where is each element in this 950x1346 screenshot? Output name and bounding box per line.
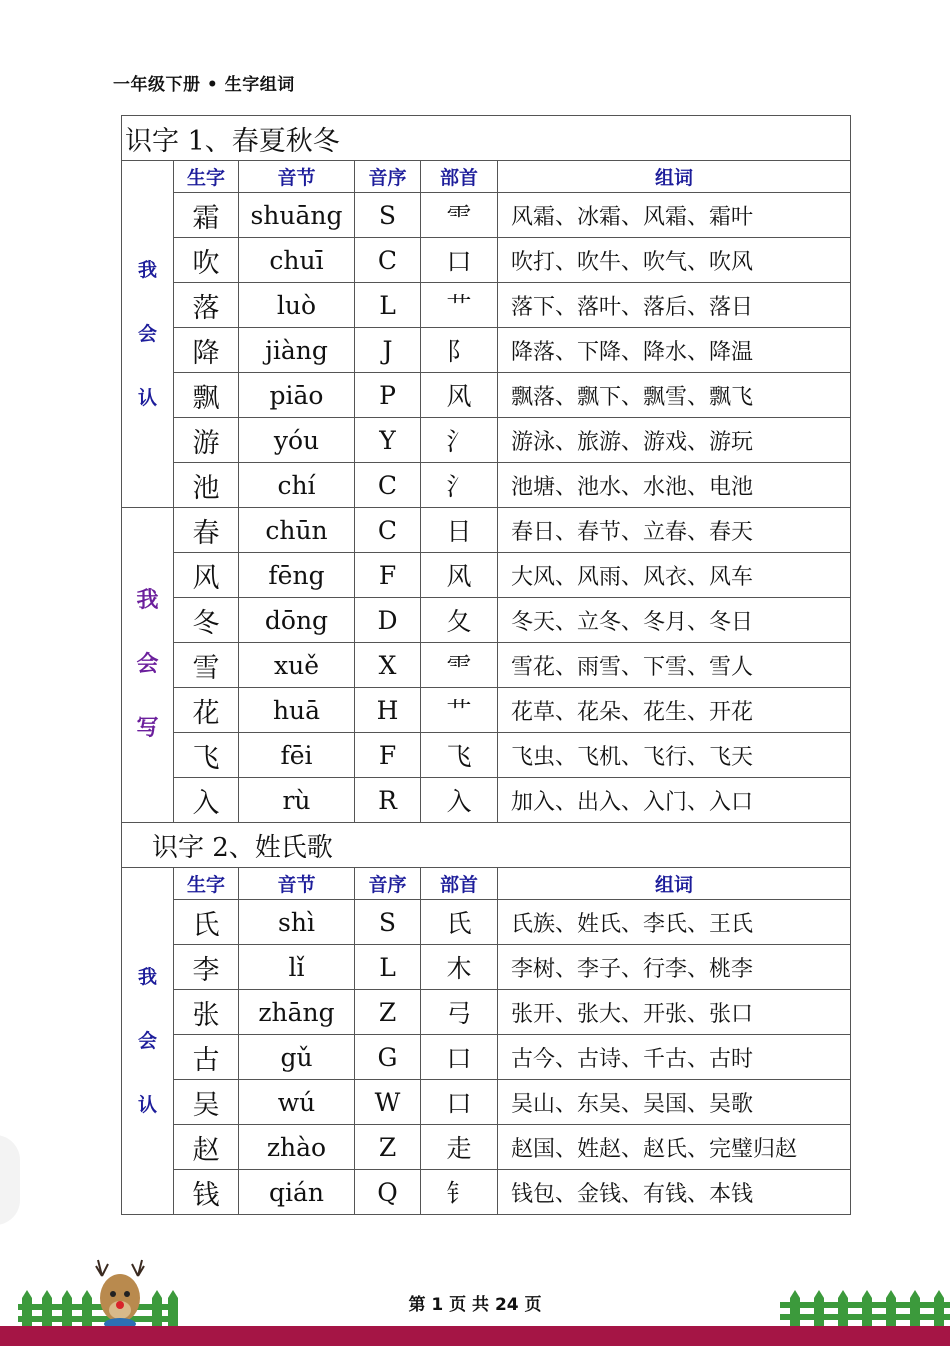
order-letter-cell: C (355, 238, 421, 283)
pinyin-cell: shuāng (239, 193, 355, 238)
radical-cell: ⻗ (421, 193, 498, 238)
pinyin-cell: gǔ (239, 1035, 355, 1080)
pinyin-cell: piāo (239, 373, 355, 418)
words-cell: 赵国、姓赵、赵氏、完璧归赵 (498, 1125, 851, 1170)
order-letter-cell: C (355, 463, 421, 508)
radical-cell: 艹 (421, 688, 498, 733)
radical-cell: ⻗ (421, 643, 498, 688)
words-cell: 冬天、立冬、冬月、冬日 (498, 598, 851, 643)
col-header-words: 组词 (498, 868, 851, 900)
words-cell: 钱包、金钱、有钱、本钱 (498, 1170, 851, 1215)
char-cell: 张 (174, 990, 239, 1035)
footer-band (0, 1326, 950, 1346)
radical-cell: 入 (421, 778, 498, 823)
table-row (122, 643, 851, 688)
section-title-cell (122, 116, 851, 161)
words-cell: 吴山、东吴、吴国、吴歌 (498, 1080, 851, 1125)
column-header-row (122, 161, 851, 193)
char-cell: 吴 (174, 1080, 239, 1125)
page-curl-shadow (0, 1135, 20, 1225)
char-cell: 花 (174, 688, 239, 733)
order-letter-cell: L (355, 945, 421, 990)
table-row (122, 193, 851, 238)
words-cell: 古今、古诗、千古、古时 (498, 1035, 851, 1080)
section-title-row (122, 116, 851, 161)
words-cell: 春日、春节、立春、春天 (498, 508, 851, 553)
radical-cell: 钅 (421, 1170, 498, 1215)
table-row (122, 463, 851, 508)
group-label-char: 写 (136, 716, 159, 741)
section-title: 识字 1、春夏秋冬 (125, 125, 340, 157)
col-header-char: 生字 (174, 161, 239, 193)
col-header-radical: 部首 (421, 161, 498, 193)
order-letter-cell: Z (355, 1125, 421, 1170)
pinyin-cell: lǐ (239, 945, 355, 990)
radical-cell: 走 (421, 1125, 498, 1170)
words-cell: 吹打、吹牛、吹气、吹风 (498, 238, 851, 283)
char-cell: 飞 (174, 733, 239, 778)
pinyin-cell: xuě (239, 643, 355, 688)
table-row (122, 733, 851, 778)
page-number: 第 1 页 共 24 页 (408, 1295, 542, 1315)
order-letter-cell: L (355, 283, 421, 328)
char-cell: 飘 (174, 373, 239, 418)
order-letter-cell: F (355, 733, 421, 778)
char-cell: 钱 (174, 1170, 239, 1215)
col-header-char: 生字 (174, 868, 239, 900)
radical-cell: 氵 (421, 418, 498, 463)
words-cell: 张开、张大、开张、张口 (498, 990, 851, 1035)
order-letter-cell: Z (355, 990, 421, 1035)
table-row (122, 328, 851, 373)
char-cell: 李 (174, 945, 239, 990)
table-row (122, 1080, 851, 1125)
order-letter-cell: Y (355, 418, 421, 463)
order-letter-cell: H (355, 688, 421, 733)
pinyin-cell: zhāng (239, 990, 355, 1035)
col-header-words: 组词 (498, 161, 851, 193)
pinyin-cell: chí (239, 463, 355, 508)
char-cell: 游 (174, 418, 239, 463)
table-row (122, 373, 851, 418)
radical-cell: 口 (421, 1035, 498, 1080)
pinyin-cell: rù (239, 778, 355, 823)
radical-cell: 艹 (421, 283, 498, 328)
group-label-char: 认 (137, 1094, 157, 1116)
table-row (122, 508, 851, 553)
char-cell: 风 (174, 553, 239, 598)
words-cell: 降落、下降、降水、降温 (498, 328, 851, 373)
char-cell: 雪 (174, 643, 239, 688)
radical-cell: 日 (421, 508, 498, 553)
section-title: 识字 2、姓氏歌 (152, 832, 333, 863)
radical-cell: 夂 (421, 598, 498, 643)
col-header-order: 音序 (355, 161, 421, 193)
table-row (122, 1125, 851, 1170)
order-letter-cell: R (355, 778, 421, 823)
order-letter-cell: C (355, 508, 421, 553)
radical-cell: 木 (421, 945, 498, 990)
table-row (122, 945, 851, 990)
order-letter-cell: S (355, 193, 421, 238)
words-cell: 飘落、飘下、飘雪、飘飞 (498, 373, 851, 418)
radical-cell: 风 (421, 373, 498, 418)
words-cell: 李树、李子、行李、桃李 (498, 945, 851, 990)
order-letter-cell: S (355, 900, 421, 945)
group-label-char: 我 (137, 966, 157, 988)
order-letter-cell: Q (355, 1170, 421, 1215)
order-letter-cell: X (355, 643, 421, 688)
char-cell: 春 (174, 508, 239, 553)
pinyin-cell: luò (239, 283, 355, 328)
char-cell: 冬 (174, 598, 239, 643)
pinyin-cell: fēi (239, 733, 355, 778)
order-letter-cell: F (355, 553, 421, 598)
char-cell: 霜 (174, 193, 239, 238)
radical-cell: 氵 (421, 463, 498, 508)
words-cell: 风霜、冰霜、风霜、霜叶 (498, 193, 851, 238)
radical-cell: 阝 (421, 328, 498, 373)
char-cell: 吹 (174, 238, 239, 283)
pinyin-cell: zhào (239, 1125, 355, 1170)
table-row (122, 1170, 851, 1215)
char-cell: 赵 (174, 1125, 239, 1170)
words-cell: 池塘、池水、水池、电池 (498, 463, 851, 508)
col-header-radical: 部首 (421, 868, 498, 900)
group-label-char: 我 (136, 588, 159, 613)
table-row (122, 553, 851, 598)
table-row (122, 418, 851, 463)
column-header-row (122, 868, 851, 900)
col-header-pinyin: 音节 (239, 161, 355, 193)
pinyin-cell: qián (239, 1170, 355, 1215)
char-cell: 落 (174, 283, 239, 328)
words-cell: 花草、花朵、花生、开花 (498, 688, 851, 733)
words-cell: 雪花、雨雪、下雪、雪人 (498, 643, 851, 688)
order-letter-cell: W (355, 1080, 421, 1125)
radical-cell: 氏 (421, 900, 498, 945)
pinyin-cell: fēng (239, 553, 355, 598)
words-cell: 飞虫、飞机、飞行、飞天 (498, 733, 851, 778)
group-label-char: 会 (136, 652, 159, 677)
table-row (122, 238, 851, 283)
vocab-table (121, 115, 851, 1215)
pinyin-cell: wú (239, 1080, 355, 1125)
words-cell: 氏族、姓氏、李氏、王氏 (498, 900, 851, 945)
radical-cell: 口 (421, 238, 498, 283)
radical-cell: 弓 (421, 990, 498, 1035)
char-cell: 古 (174, 1035, 239, 1080)
group-label (122, 868, 174, 1215)
group-label-char: 会 (137, 1030, 157, 1052)
group-label (122, 508, 174, 823)
pinyin-cell: dōng (239, 598, 355, 643)
pinyin-cell: yóu (239, 418, 355, 463)
char-cell: 氏 (174, 900, 239, 945)
group-label-char: 会 (137, 323, 157, 345)
pinyin-cell: shì (239, 900, 355, 945)
radical-cell: 风 (421, 553, 498, 598)
radical-cell: 飞 (421, 733, 498, 778)
table-row (122, 778, 851, 823)
col-header-order: 音序 (355, 868, 421, 900)
group-label-char: 认 (137, 387, 157, 409)
pinyin-cell: huā (239, 688, 355, 733)
order-letter-cell: D (355, 598, 421, 643)
table-row (122, 688, 851, 733)
table-row (122, 900, 851, 945)
char-cell: 入 (174, 778, 239, 823)
group-label-char: 我 (137, 259, 157, 281)
table-row (122, 283, 851, 328)
table-row (122, 1035, 851, 1080)
pinyin-cell: chuī (239, 238, 355, 283)
order-letter-cell: P (355, 373, 421, 418)
pinyin-cell: chūn (239, 508, 355, 553)
header-title: 一年级下册 • 生字组词 (113, 75, 295, 95)
section-title-cell (122, 823, 851, 868)
pinyin-cell: jiàng (239, 328, 355, 373)
order-letter-cell: G (355, 1035, 421, 1080)
words-cell: 游泳、旅游、游戏、游玩 (498, 418, 851, 463)
section-title-row (122, 823, 851, 868)
char-cell: 池 (174, 463, 239, 508)
radical-cell: 口 (421, 1080, 498, 1125)
words-cell: 加入、出入、入门、入口 (498, 778, 851, 823)
order-letter-cell: J (355, 328, 421, 373)
col-header-pinyin: 音节 (239, 868, 355, 900)
words-cell: 落下、落叶、落后、落日 (498, 283, 851, 328)
group-label (122, 161, 174, 508)
table-row (122, 598, 851, 643)
table-row (122, 990, 851, 1035)
words-cell: 大风、风雨、风衣、风车 (498, 553, 851, 598)
char-cell: 降 (174, 328, 239, 373)
